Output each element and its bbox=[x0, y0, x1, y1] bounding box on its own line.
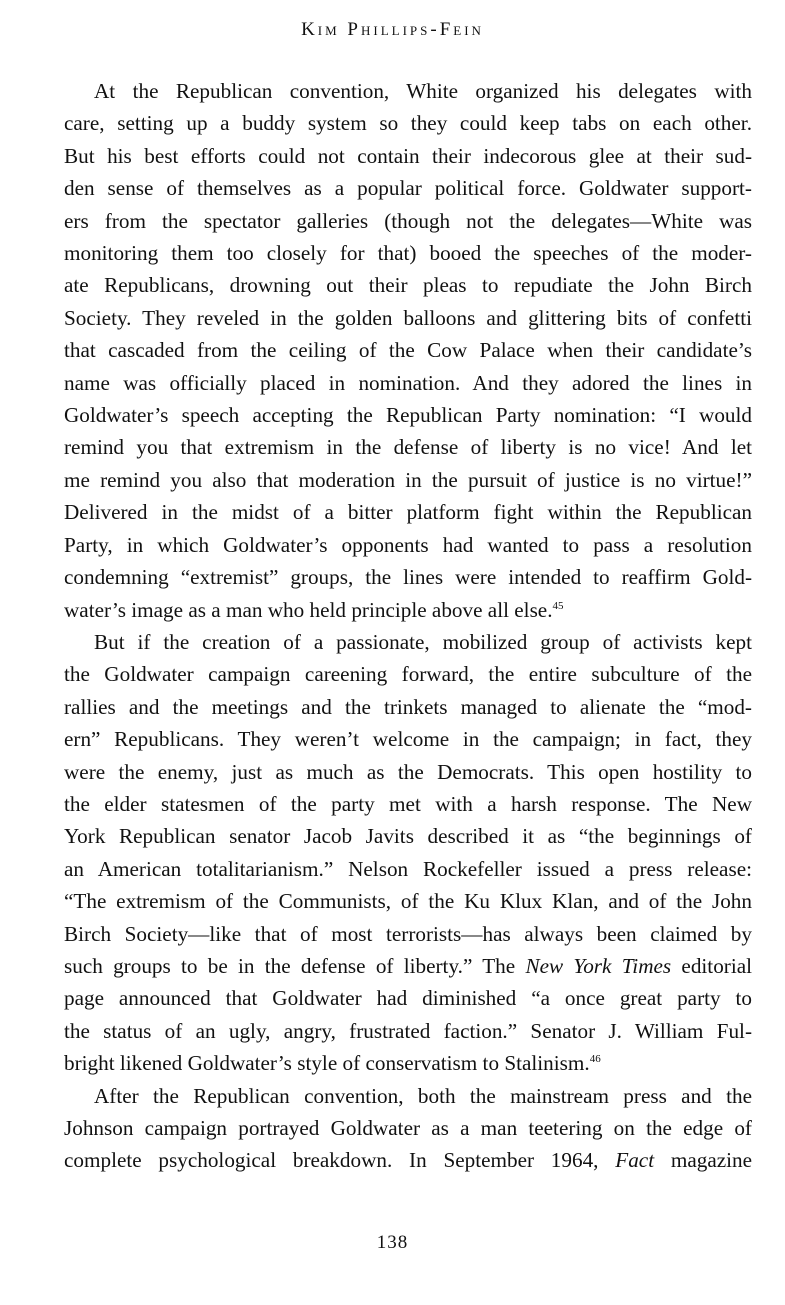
text-line: monitoring them too closely for that) booed the speeches of the moder- bbox=[64, 241, 752, 266]
text-line: the elder statesmen of the party met with a harsh response. The New bbox=[64, 791, 752, 816]
text-line: name was officially placed in nomination. And they adored the lines in bbox=[64, 370, 752, 395]
text-line: But his best efforts could not contain their indecorous glee at their sud- bbox=[64, 143, 752, 168]
text-line: Society. They reveled in the golden balloons and glittering bits of confetti bbox=[64, 305, 752, 330]
text-line bbox=[64, 594, 752, 626]
text-line: ate Republicans, drowning out their pleas to repudiate the John Birch bbox=[64, 273, 752, 298]
page-number: 138 bbox=[376, 1232, 409, 1253]
text-line bbox=[64, 1047, 752, 1079]
text-line: me remind you also that moderation in the pursuit of justice is no virtue!” bbox=[64, 467, 752, 492]
text-line: the status of an ugly, angry, frustrated faction.” Senator J. William Ful- bbox=[64, 1018, 752, 1043]
text-line: After the Republican convention, both the mainstream press and the bbox=[94, 1083, 752, 1108]
footnote-marker: 46 bbox=[589, 1053, 601, 1066]
text-line: York Republican senator Jacob Javits described it as “the beginnings of bbox=[64, 824, 752, 849]
text-line: “The extremism of the Communists, of the Ku Klux Klan, and of the John bbox=[64, 889, 752, 914]
text-line: den sense of themselves as a popular political force. Goldwater support- bbox=[64, 176, 752, 201]
text-line: rallies and the meetings and the trinkets managed to alienate the “mod- bbox=[64, 694, 752, 719]
text-line: an American totalitarianism.” Nelson Rockefeller issued a press release: bbox=[64, 856, 752, 881]
text-line: that cascaded from the ceiling of the Cow Palace when their candidate’s bbox=[64, 338, 752, 363]
text-line: ers from the spectator galleries (though not the delegates—White was bbox=[64, 208, 752, 233]
text-line: At the Republican convention, White organized his delegates with bbox=[94, 79, 752, 103]
text-line: remind you that extremism in the defense of liberty is no vice! And let bbox=[64, 435, 752, 460]
body-text bbox=[64, 75, 752, 1177]
text-line: Party, in which Goldwater’s opponents had wanted to pass a resolution bbox=[64, 532, 752, 557]
line-text: magazine bbox=[670, 1148, 753, 1173]
text-line: the Goldwater campaign careening forward, the entire subculture of the bbox=[64, 662, 752, 687]
line-text: editorial bbox=[681, 953, 753, 978]
text-line bbox=[64, 950, 752, 982]
text-line: were the enemy, just as much as the Democrats. This open hostility to bbox=[64, 759, 752, 784]
text-line bbox=[64, 1144, 752, 1176]
line-text: bright likened Goldwater’s style of conservatism to Stalinism. bbox=[64, 1051, 590, 1076]
text-line: Johnson campaign portrayed Goldwater as a man teetering on the edge of bbox=[64, 1116, 752, 1140]
text-line: Delivered in the midst of a bitter platform fight within the Republican bbox=[64, 500, 752, 525]
paragraph bbox=[64, 1080, 752, 1177]
paragraph bbox=[64, 75, 752, 626]
running-head: Kim Phillips-Fein bbox=[301, 19, 484, 40]
text-line: condemning “extremist” groups, the lines were intended to reaffirm Gold- bbox=[64, 565, 752, 590]
text-line: But if the creation of a passionate, mobilized group of activists kept bbox=[94, 629, 752, 654]
text-line: ern” Republicans. They weren’t welcome in the campaign; in fact, they bbox=[64, 727, 752, 752]
line-text: complete psychological breakdown. In September 1964, bbox=[64, 1148, 599, 1173]
italic-title: Fact bbox=[615, 1148, 655, 1173]
line-text: such groups to be in the defense of liberty.” The bbox=[64, 953, 516, 978]
text-line: page announced that Goldwater had diminished “a once great party to bbox=[64, 986, 752, 1011]
text-line: Goldwater’s speech accepting the Republican Party nomination: “I would bbox=[64, 403, 752, 428]
text-line: Birch Society—like that of most terrorists—has always been claimed by bbox=[64, 921, 752, 946]
text-line: care, setting up a buddy system so they could keep tabs on each other. bbox=[64, 111, 752, 136]
footnote-marker: 45 bbox=[552, 599, 564, 612]
italic-title: New York Times bbox=[525, 953, 672, 978]
paragraph bbox=[64, 626, 752, 1080]
line-text: water’s image as a man who held principle above all else. bbox=[64, 597, 553, 622]
